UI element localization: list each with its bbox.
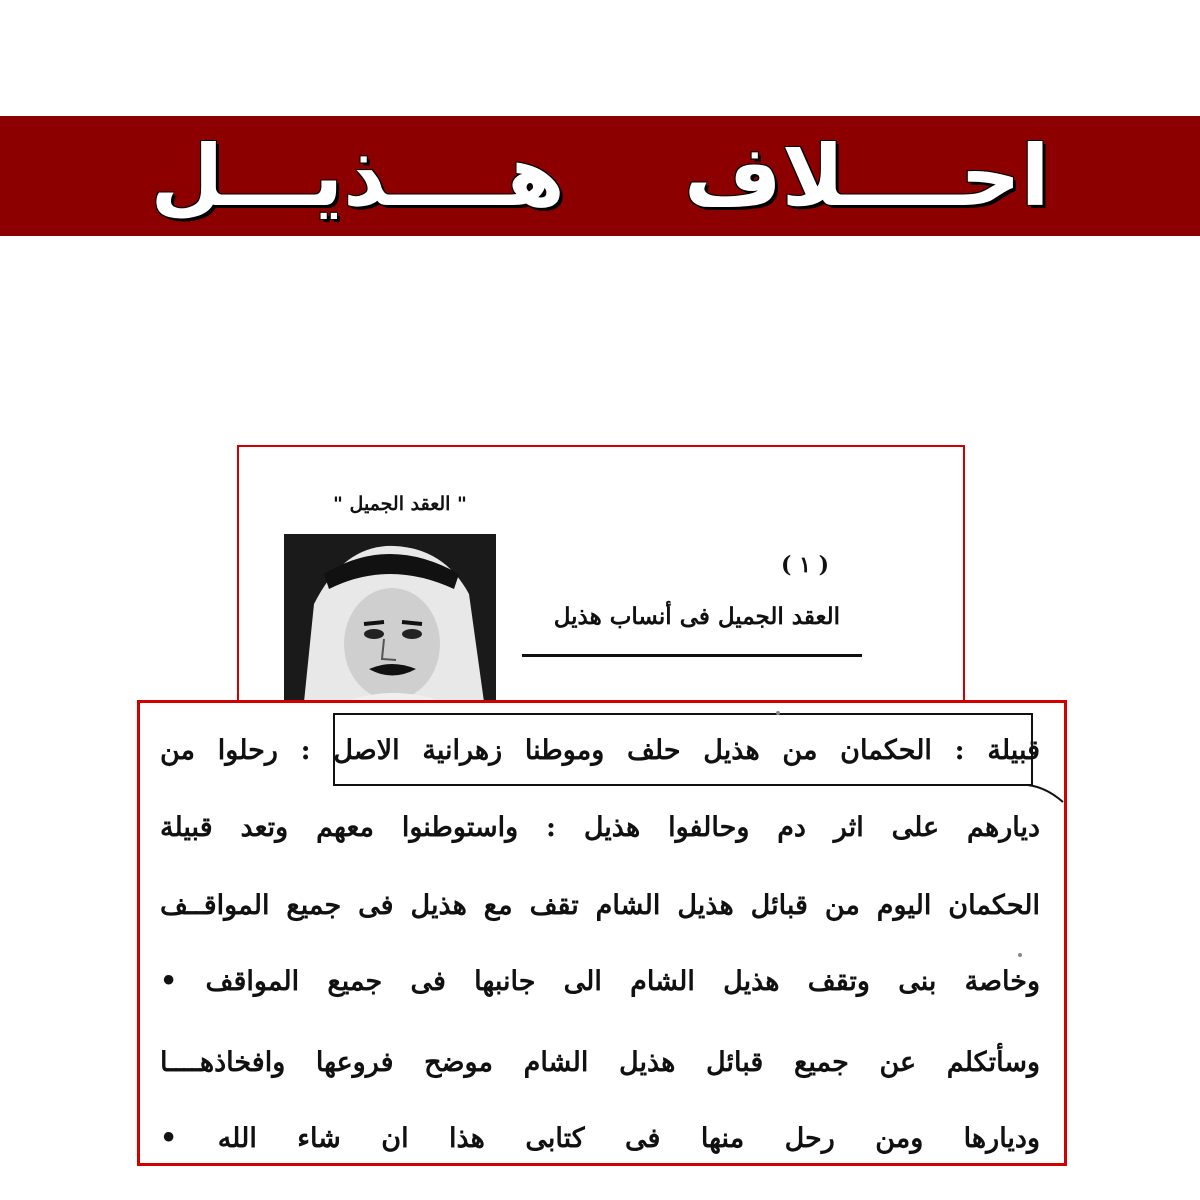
text-line-5: وسأتكلم عن جميع قبائل هذيل الشام موضح فروعها وافخاذهــــا bbox=[160, 1047, 1040, 1078]
text-line-4: وخاصة بنى وتقف هذيل الشام الى جانبها فى جميع المواقف • bbox=[160, 966, 1040, 997]
page-number: ( ١ ) bbox=[781, 552, 829, 578]
book-title: العقد الجميل فى أنساب هذيل bbox=[553, 603, 840, 630]
text-line-3: الحكمان اليوم من قبائل هذيل الشام تقف مع هذيل فى جميع المواقــف bbox=[160, 890, 1040, 921]
text-line-1: قبيلة : الحكمان من هذيل حلف وموطنا زهرانية الاصل : رحلوا من bbox=[160, 735, 1040, 766]
scan-speck bbox=[776, 711, 780, 715]
photo-caption: " العقد الجميل " bbox=[333, 493, 467, 515]
title-underline bbox=[522, 654, 862, 657]
title-banner bbox=[0, 116, 1200, 236]
highlight-box-tail bbox=[1015, 784, 1065, 804]
text-line-2: ديارهم على اثر دم وحالفوا هذيل : واستوطنوا معهم وتعد قبيلة bbox=[160, 812, 1040, 843]
banner-title: احــــلاف هــــذيـــل bbox=[150, 127, 1050, 225]
scan-speck bbox=[1018, 953, 1022, 957]
text-line-6: وديارها ومن رحل منها فى كتابى هذا ان شاء الله • bbox=[160, 1123, 1040, 1154]
author-photo bbox=[284, 534, 496, 702]
portrait-image bbox=[284, 534, 496, 702]
